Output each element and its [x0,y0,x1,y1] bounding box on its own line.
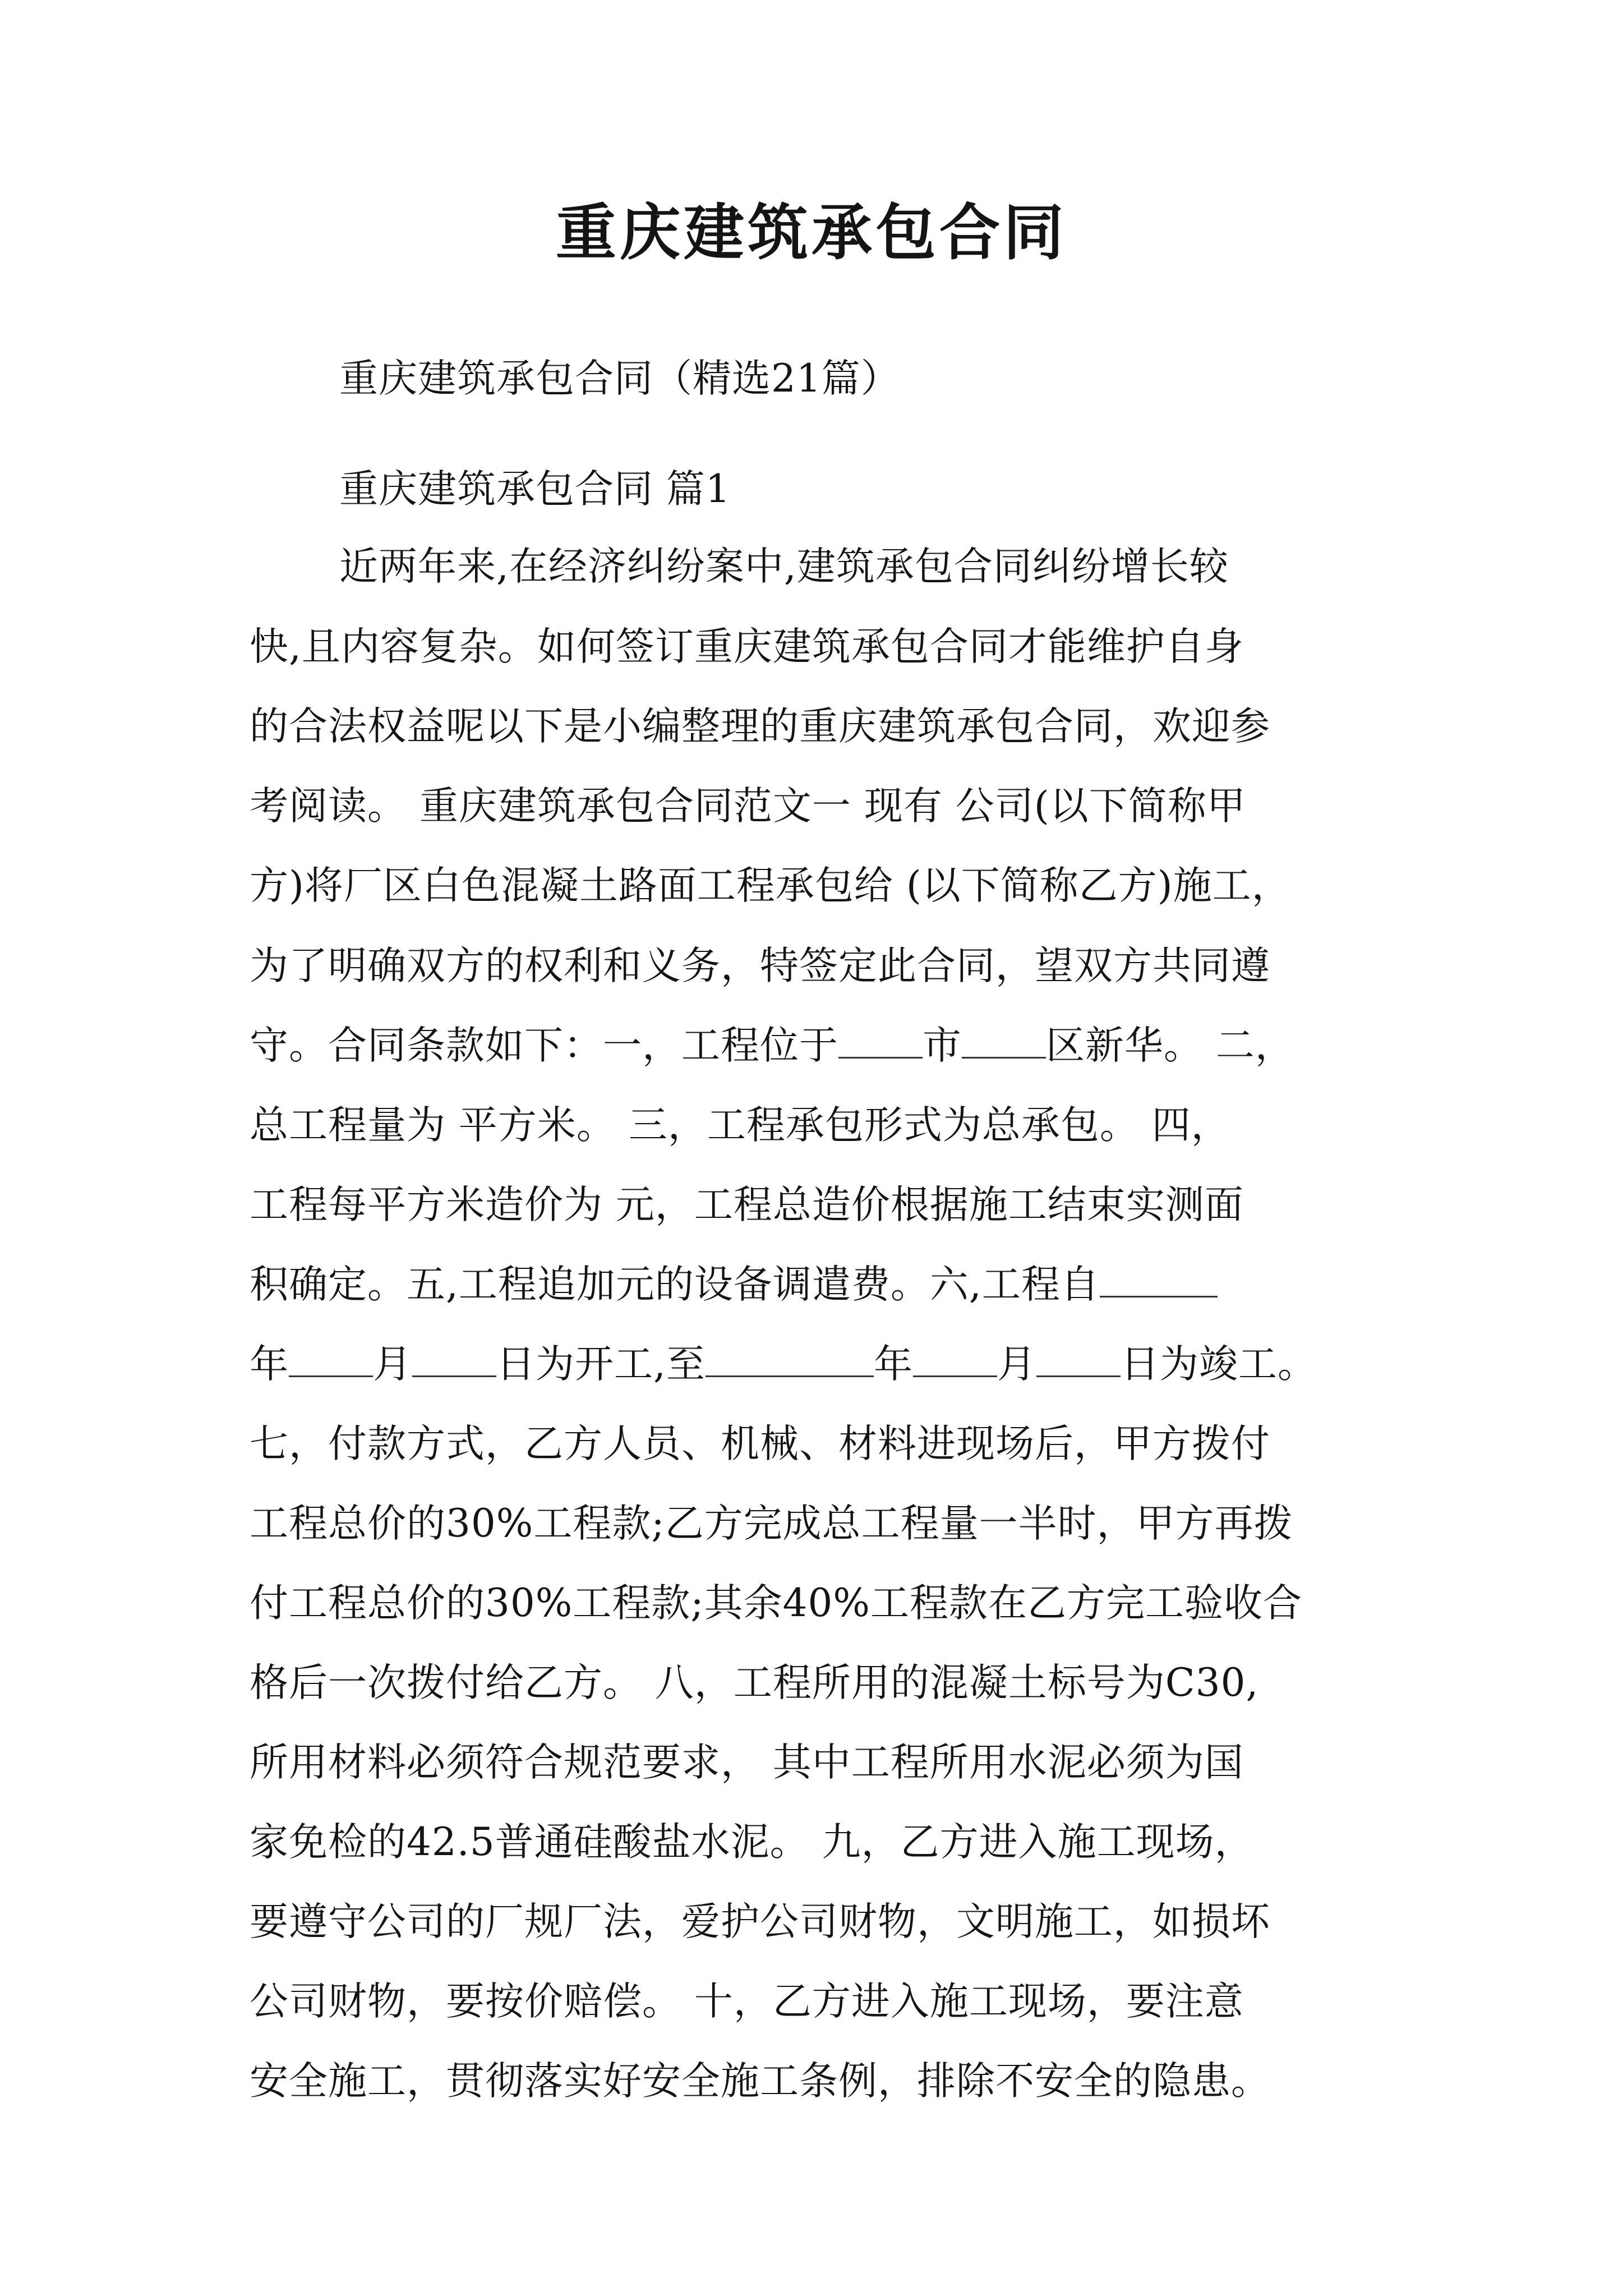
body-line: 快,且内容复杂。如何签订重庆建筑承包合同才能维护自身 [250,624,1244,669]
fill-in-blank [412,1343,496,1377]
body-line [250,1018,1388,1074]
body-line: 工程每平方米造价为 元，工程总造价根据施工结束实测面 [250,1182,1244,1227]
body-line: 为了明确双方的权利和义务，特签定此合同，望双方共同遵 [250,944,1270,988]
body-text-segment: 守。合同条款如下：一，工程位于 [250,1023,838,1068]
fill-in-blank [913,1343,997,1377]
body-line: 的合法权益呢以下是小编整理的重庆建筑承包合同，欢迎参 [250,704,1270,749]
body-text-segment: 市 [923,1023,962,1068]
body-text-segment: 年 [873,1342,913,1387]
body-line: 所用材料必须符合规范要求， 其中工程所用水泥必须为国 [250,1740,1244,1785]
body-line [250,1336,1388,1392]
body-text-segment: 日为开工,至 [496,1342,706,1387]
body-text-segment: 区新华。 二， [1046,1023,1294,1068]
body-line: 家免检的42.5普通硅酸盐水泥。 九，乙方进入施工现场， [250,1820,1254,1865]
body-line: 付工程总价的30%工程款;其余40%工程款在乙方完工验收合 [250,1581,1302,1626]
body-line: 近两年来,在经济纠纷案中,建筑承包合同纠纷增长较 [339,544,1229,589]
document-title: 重庆建筑承包合同 [555,197,1067,268]
body-line: 工程总价的30%工程款;乙方完成总工程量一半时，甲方再拨 [250,1501,1293,1546]
body-line [250,1257,1388,1313]
body-line: 考阅读。 重庆建筑承包合同范文一 现有 公司(以下简称甲 [250,784,1246,829]
body-text-segment: 年 [250,1342,289,1387]
body-text-segment: 日为竣工。 [1120,1342,1317,1387]
section-heading: 重庆建筑承包合同 篇1 [339,467,731,512]
fill-in-blank [838,1024,923,1059]
body-text-segment: 月 [373,1342,412,1387]
body-line: 公司财物，要按价赔偿。 十，乙方进入施工现场，要注意 [250,1979,1244,2024]
body-text-segment: 积确定。五,工程追加元的设备调遣费。六,工程自 [250,1262,1100,1307]
fill-in-blank [1036,1343,1121,1377]
body-line: 安全施工，贯彻落实好安全施工条例，排除不安全的隐患。 [250,2059,1270,2104]
fill-in-blank [706,1343,874,1377]
document-subtitle: 重庆建筑承包合同（精选21篇） [339,356,900,401]
fill-in-blank [1100,1263,1218,1297]
body-line: 格后一次拨付给乙方。 八，工程所用的混凝土标号为C30, [250,1660,1259,1705]
body-line: 要遵守公司的厂规厂法，爱护公司财物，文明施工，如损坏 [250,1899,1270,1944]
body-line: 方)将厂区白色混凝土路面工程承包给 (以下简称乙方)施工， [250,863,1291,908]
body-line: 总工程量为 平方米。 三，工程承包形式为总承包。 四， [250,1103,1230,1148]
body-line: 七，付款方式，乙方人员、机械、材料进现场后，甲方拨付 [250,1421,1270,1466]
fill-in-blank [289,1343,373,1377]
fill-in-blank [962,1024,1046,1059]
body-text-segment: 月 [997,1342,1036,1387]
